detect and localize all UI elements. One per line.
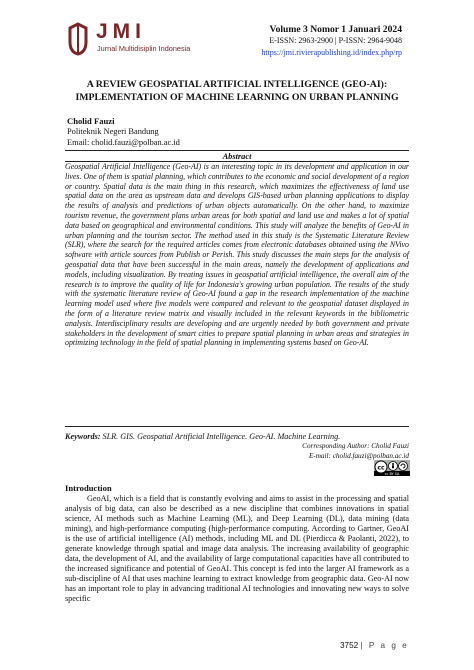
journal-logo-icon [66,22,90,56]
abstract-top-rule [65,150,409,151]
page-number: 3752 [340,641,359,650]
journal-url-link[interactable]: https://jmi.rivierapublishing.id/index.php/rp [261,48,402,57]
paper-title: A REVIEW GEOSPATIAL ARTIFICIAL INTELLIGENCE (GEO-AI): IMPLEMENTATION OF MACHINE LEARNING ON URBAN PLANNING [75,79,399,103]
journal-abbrev: JMI [96,20,147,43]
abstract-heading: Abstract [222,152,252,161]
corresponding-email: E-mail: cholid.fauzi@polban.ac.id [308,452,409,460]
introduction-body [65,494,409,603]
journal-name: Jurnal Multidisiplin Indonesia [97,44,191,53]
keywords-line [65,432,340,441]
corresponding-author: Corresponding Author: Cholid Fauzi [302,442,409,450]
issn-info: E-ISSN: 2963-2900 | P-ISSN: 2964-9048 [269,36,402,45]
author-affiliation: Politeknik Negeri Bandung [67,127,159,136]
page-footer [340,641,409,650]
abstract-text: Geospatial Artificial Intelligence (Geo-AI) is an interesting topic in its development and application in our lives. One of them is spatial planning, which contributes to the economic and social development of a region or country. Spatial data is the main thing in this research, which maximizes the effectiveness of land use spatial data on the area as upstream data and develops GIS-based urban planning applications to display the results of analysis and predictions of urban objects automatically. On the other hand, to maximize tourism revenue, the government plans urban areas for both spatial and land use and makes a lot of spatial data based on geographical and environmental conditions. This study will analyze the benefits of Geo-AI in urban planning and the tourism sector. The method used in this study is the Systematic Literature Review (SLR), where the search for the required articles comes from electronic databases obtained using the NVivo software with article sources from Publish or Perish. This study discusses the main steps for the analysis of geospatial data that have been successful in the main areas, namely the development of applications and models, including visualization. By treating issues in geospatial artificial intelligence, the overall aim of the research is to improve the quality of life for Indonesia's growing urban population. The results of the study with the systematic literature review of Geo-AI found a gap in the research implementation of the machine learning model used where five models were compared and relevant to the geospatial dataset displayed in the form of a literature review matrix and visually included in the relevant keywords in the bibliometric analysis. Interdisciplinary results are developing and are urgently needed by both government and private stakeholders in the development of smart cities to prepare spatial planning in urban areas and strategies in optimizing technology in the field of spatial planning in implementing systems based on Geo-AI. [65,162,409,348]
keywords-label: Keywords: [65,432,101,441]
abstract-bottom-rule [65,426,409,427]
page-label: | P a g e [360,641,409,650]
svg-text:cc: cc [377,464,385,472]
introduction-heading: Introduction [65,483,112,493]
abstract-body [65,162,409,348]
author-name: Cholid Fauzi [67,116,115,126]
journal-logo [66,22,236,58]
introduction-text: GeoAI, which is a field that is constantly evolving and aims to assist in the processing and spatial analysis of big data, can also be described as a new discipline that combines innovations in spatial science, AI methods such as Machine Learning (ML), and Deep Learning (DL), data mining (data mining), and high-performance computing (high-performance computing. According to Gartner, GeoAI is the use of artificial intelligence (AI) methods, including ML and DL (Pierdicca & Paolanti, 2022), to generate knowledge through spatial and image data analysis. The increasing availability of geographic data, the development of AI, and the availability of large computational capacities have all contributed to the increased significance and potential of GeoAI. This concept is fed into the larger AI framework as a sub-discipline of AI that uses machine learning to extract knowledge from geographic data. Geo-AI now has an important role to play in advancing traditional AI technologies and innovating new ways to solve specific [65,494,409,603]
keywords-text: SLR. GIS. Geospatial Artificial Intelligence. Geo-AI. Machine Learning. [102,432,341,441]
cc-license-label: cc BY SA [384,472,400,476]
author-email: Email: cholid.fauzi@polban.ac.id [67,138,180,147]
cc-license-icon [374,460,410,476]
volume-info: Volume 3 Nomor 1 Januari 2024 [269,24,402,35]
